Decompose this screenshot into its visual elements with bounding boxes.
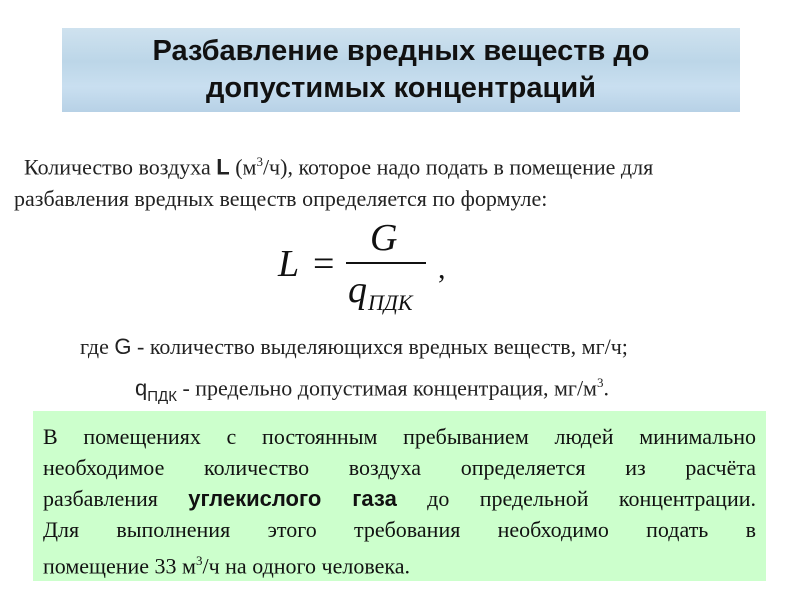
intro-var-l: L: [216, 154, 230, 180]
legend-q-end: .: [603, 375, 609, 401]
legend-q-sup: 3: [596, 375, 604, 390]
intro-text-start: Количество воздуха: [24, 154, 217, 180]
formula: [278, 217, 478, 322]
intro-line1: [14, 146, 790, 183]
title-banner: [62, 28, 740, 112]
intro-unit-open: (м: [229, 154, 257, 180]
formula-denominator-sub: ПДК: [368, 290, 413, 315]
formula-denominator: [348, 270, 413, 315]
note-line1: В помещениях с постоянным пребыванием людей минимально: [43, 424, 756, 449]
formula-denominator-q: q: [348, 269, 367, 311]
legend-where-word: где: [80, 334, 115, 359]
note-line2: необходимое количество воздуха определяется из расчёта: [43, 455, 756, 480]
note-co2-term: углекислого газа: [188, 486, 397, 511]
page-title-line2: допустимых концентраций: [206, 72, 596, 104]
note-line3-start: разбавления: [43, 486, 189, 511]
note-line3-end: до предельной концентрации.: [396, 486, 757, 511]
legend-q-symbol: q: [135, 375, 148, 401]
legend-g: [80, 332, 628, 362]
legend-q-text: - предельно допустимая концентрация, мг/м: [176, 375, 597, 401]
formula-lhs: L: [278, 243, 300, 285]
note-line5-sup: 3: [195, 553, 203, 568]
legend-q-sub: ПДК: [147, 388, 177, 406]
note-line5: [43, 545, 756, 581]
intro-unit-sup: 3: [256, 154, 263, 169]
intro-unit-close: /ч), которое надо подать в помещение для: [262, 154, 654, 180]
formula-comma: ,: [438, 252, 446, 285]
formula-numerator: G: [370, 217, 398, 259]
legend-g-symbol: G: [114, 334, 132, 359]
formula-equals: =: [313, 243, 335, 285]
note-line5-end: /ч на одного человека.: [202, 553, 410, 579]
note-line3: [43, 483, 756, 514]
legend-g-text: - количество выделяющихся вредных веществ, мг/ч;: [131, 334, 628, 359]
formula-fraction-bar: [346, 262, 426, 264]
note-line5-start: помещение 33 м: [43, 553, 196, 579]
legend-q: [135, 368, 609, 406]
note-line4: Для выполнения этого требования необходимо подать в: [43, 517, 756, 542]
note-box: [33, 411, 766, 581]
intro-paragraph: [14, 146, 790, 215]
intro-line2: разбавления вредных веществ определяется по формуле:: [14, 186, 548, 212]
page-title-line1: Разбавление вредных веществ до: [152, 35, 650, 67]
